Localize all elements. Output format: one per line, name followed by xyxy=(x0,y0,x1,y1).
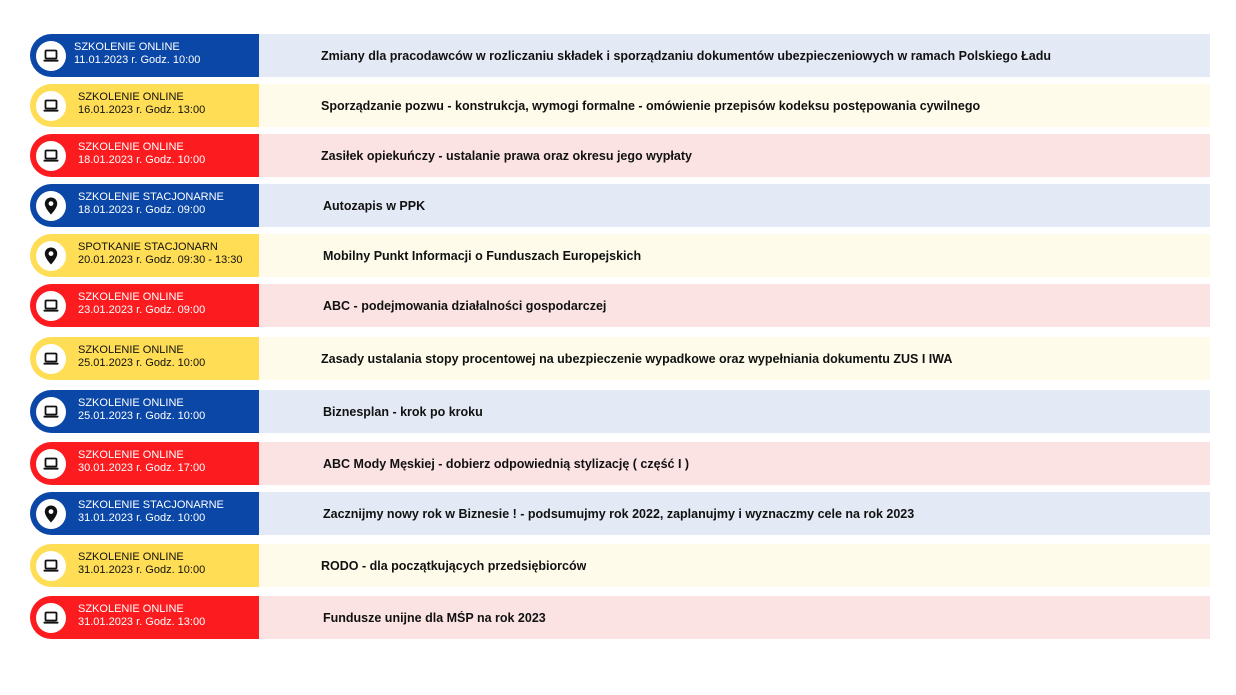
event-meta xyxy=(78,241,243,267)
event-date: 31.01.2023 r. Godz. 10:00 xyxy=(78,512,206,524)
event-meta xyxy=(78,344,205,370)
event-badge xyxy=(30,34,259,77)
event-title-bar[interactable] xyxy=(259,184,1210,227)
event-title-bar[interactable] xyxy=(259,84,1210,127)
event-date: 18.01.2023 r. Godz. 09:00 xyxy=(78,204,206,216)
event-row[interactable] xyxy=(30,492,1210,535)
event-row[interactable] xyxy=(30,596,1210,639)
event-title: Mobilny Punkt Informacji o Funduszach Europejskich xyxy=(323,248,642,263)
event-date: 18.01.2023 r. Godz. 10:00 xyxy=(78,154,206,166)
event-row[interactable] xyxy=(30,234,1210,277)
event-badge xyxy=(30,544,259,587)
event-badge xyxy=(30,234,259,277)
event-title: Autozapis w PPK xyxy=(323,198,426,213)
event-badge xyxy=(30,390,259,433)
event-row[interactable] xyxy=(30,184,1210,227)
laptop-icon xyxy=(36,291,66,321)
event-type: SPOTKANIE STACJONARN xyxy=(78,241,218,253)
event-title-bar[interactable] xyxy=(259,34,1210,77)
event-title-bar[interactable] xyxy=(259,390,1210,433)
event-title-bar[interactable] xyxy=(259,544,1210,587)
event-title: ABC - podejmowania działalności gospodarczej xyxy=(323,298,607,313)
event-date: 20.01.2023 r. Godz. 09:30 - 13:30 xyxy=(78,254,243,266)
event-date: 31.01.2023 r. Godz. 10:00 xyxy=(78,564,206,576)
laptop-icon xyxy=(36,91,66,121)
event-row[interactable] xyxy=(30,134,1210,177)
event-title: Biznesplan - krok po kroku xyxy=(323,404,483,419)
laptop-icon xyxy=(36,551,66,581)
event-title: Sporządzanie pozwu - konstrukcja, wymogi formalne - omówienie przepisów kodeksu postępowania cywilnego xyxy=(321,98,981,113)
laptop-icon xyxy=(36,603,66,633)
event-title-bar[interactable] xyxy=(259,134,1210,177)
event-type: SZKOLENIE ONLINE xyxy=(78,91,184,103)
event-title-bar[interactable] xyxy=(259,337,1210,380)
event-date: 23.01.2023 r. Godz. 09:00 xyxy=(78,304,206,316)
event-date: 30.01.2023 r. Godz. 17:00 xyxy=(78,462,206,474)
event-type: SZKOLENIE ONLINE xyxy=(78,344,184,356)
event-title: Fundusze unijne dla MŚP na rok 2023 xyxy=(323,610,546,625)
event-title: ABC Mody Męskiej - dobierz odpowiednią stylizację ( część I ) xyxy=(323,456,690,471)
event-type: SZKOLENIE ONLINE xyxy=(74,41,180,53)
event-title: Zasady ustalania stopy procentowej na ubezpieczenie wypadkowe oraz wypełniania dokumentu ZUS I IWA xyxy=(321,351,953,366)
event-date: 25.01.2023 r. Godz. 10:00 xyxy=(78,410,206,422)
event-title: Zmiany dla pracodawców w rozliczaniu składek i sporządzaniu dokumentów ubezpieczeniowych w ramach Polskiego Ładu xyxy=(321,48,1052,63)
event-row[interactable] xyxy=(30,34,1210,77)
event-badge xyxy=(30,184,259,227)
event-type: SZKOLENIE ONLINE xyxy=(78,551,184,563)
event-row[interactable] xyxy=(30,390,1210,433)
event-type: SZKOLENIE STACJONARNE xyxy=(78,191,224,203)
event-date: 11.01.2023 r. Godz. 10:00 xyxy=(74,54,201,66)
event-date: 16.01.2023 r. Godz. 13:00 xyxy=(78,104,206,116)
event-type: SZKOLENIE ONLINE xyxy=(78,141,184,153)
event-title: Zasiłek opiekuńczy - ustalanie prawa oraz okresu jego wypłaty xyxy=(321,148,692,163)
event-title-bar[interactable] xyxy=(259,234,1210,277)
event-meta xyxy=(74,41,200,67)
event-type: SZKOLENIE ONLINE xyxy=(78,449,184,461)
event-meta xyxy=(78,141,205,167)
event-date: 31.01.2023 r. Godz. 13:00 xyxy=(78,616,206,628)
event-type: SZKOLENIE STACJONARNE xyxy=(78,499,224,511)
event-title: RODO - dla początkujących przedsiębiorców xyxy=(321,558,587,573)
event-badge xyxy=(30,134,259,177)
event-meta xyxy=(78,191,224,217)
event-title-bar[interactable] xyxy=(259,596,1210,639)
laptop-icon xyxy=(36,141,66,171)
event-badge xyxy=(30,492,259,535)
event-meta xyxy=(78,499,224,525)
event-badge xyxy=(30,442,259,485)
location-pin-icon xyxy=(36,499,66,529)
event-title: Zacznijmy nowy rok w Biznesie ! - podsumujmy rok 2022, zaplanujmy i wyznaczmy cele na rok 2023 xyxy=(323,506,915,521)
event-date: 25.01.2023 r. Godz. 10:00 xyxy=(78,357,206,369)
event-title-bar[interactable] xyxy=(259,442,1210,485)
laptop-icon xyxy=(36,344,66,374)
event-title-bar[interactable] xyxy=(259,284,1210,327)
laptop-icon xyxy=(36,41,66,71)
event-meta xyxy=(78,397,205,423)
event-meta xyxy=(78,449,205,475)
event-row[interactable] xyxy=(30,442,1210,485)
event-row[interactable] xyxy=(30,84,1210,127)
event-title-bar[interactable] xyxy=(259,492,1210,535)
event-type: SZKOLENIE ONLINE xyxy=(78,603,184,615)
laptop-icon xyxy=(36,449,66,479)
event-meta xyxy=(78,291,205,317)
event-meta xyxy=(78,551,205,577)
event-type: SZKOLENIE ONLINE xyxy=(78,291,184,303)
event-meta xyxy=(78,603,205,629)
event-meta xyxy=(78,91,205,117)
location-pin-icon xyxy=(36,241,66,271)
event-row[interactable] xyxy=(30,544,1210,587)
event-type: SZKOLENIE ONLINE xyxy=(78,397,184,409)
event-row[interactable] xyxy=(30,284,1210,327)
laptop-icon xyxy=(36,397,66,427)
event-badge xyxy=(30,84,259,127)
event-badge xyxy=(30,284,259,327)
event-badge xyxy=(30,596,259,639)
event-row[interactable] xyxy=(30,337,1210,380)
location-pin-icon xyxy=(36,191,66,221)
event-badge xyxy=(30,337,259,380)
